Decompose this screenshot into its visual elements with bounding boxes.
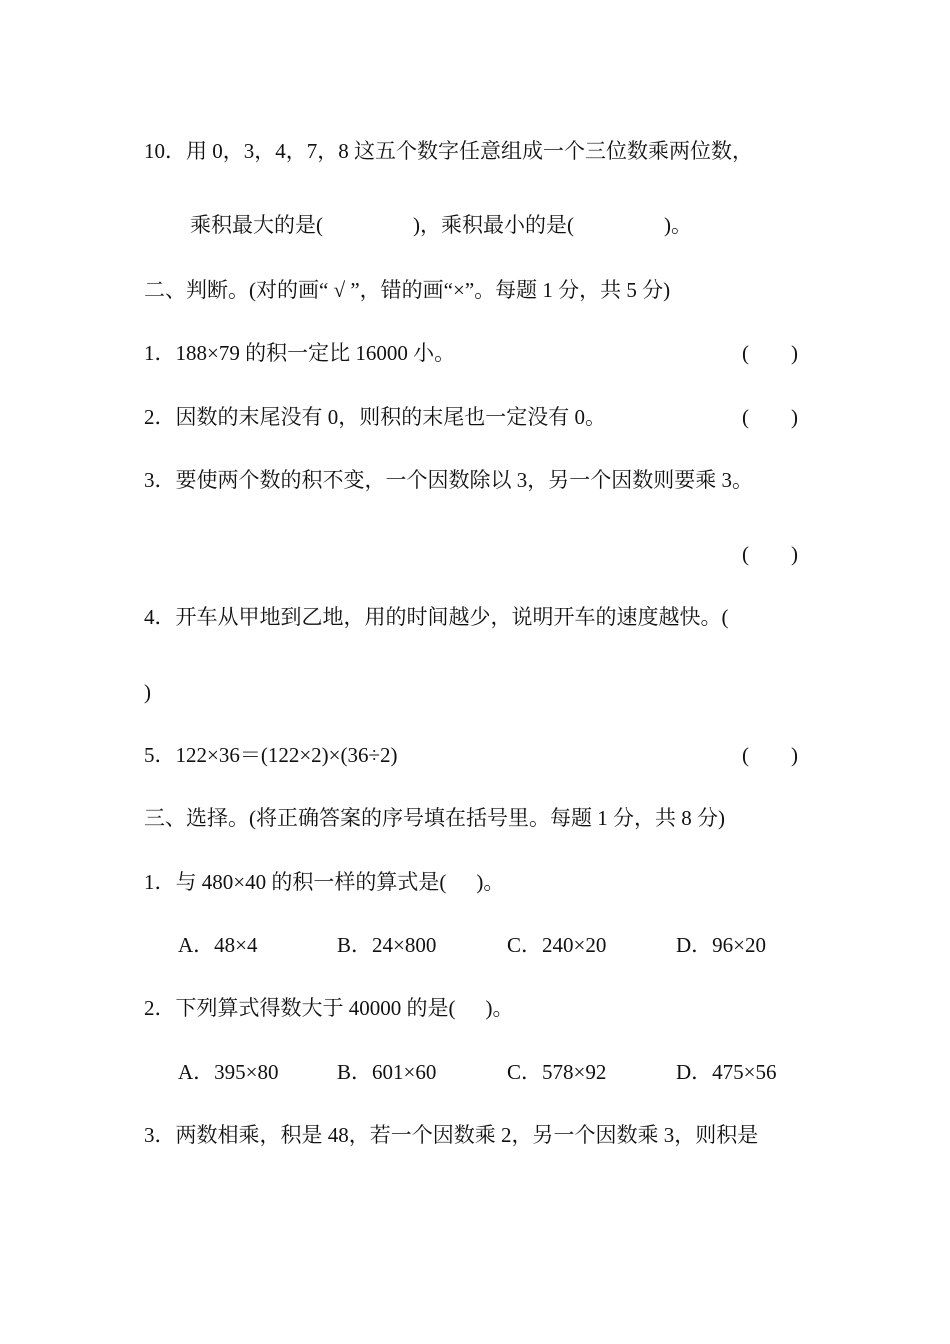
judge-item-2-answer[interactable]: ( ) <box>742 405 798 429</box>
section-3-heading: 三、选择。(将正确答案的序号填在括号里。每题 1 分，共 8 分) <box>144 806 725 830</box>
choice-q2-stem-text: 2．下列算式得数大于 40000 的是( <box>144 996 456 1020</box>
choice-q1-option-c[interactable]: C．240×20 <box>507 933 607 957</box>
choice-q1-stem <box>144 869 504 895</box>
judge-item-5: 5．122×36＝(122×2)×(36÷2) <box>144 743 398 767</box>
choice-q1-stem-text: 1．与 480×40 的积一样的算式是( <box>144 870 447 894</box>
answer-min-label: )，乘积最小的是( <box>413 213 574 237</box>
choice-q2-option-c[interactable]: C．578×92 <box>507 1060 607 1084</box>
choice-q1-option-b[interactable]: B．24×800 <box>337 933 437 957</box>
judge-item-3: 3．要使两个数的积不变，一个因数除以 3，另一个因数则要乘 3。 <box>144 468 753 492</box>
choice-q2-stem-end: )。 <box>485 996 514 1020</box>
judge-item-5-answer[interactable]: ( ) <box>742 743 798 767</box>
question-10-line-1: 10．用 0，3，4，7，8 这五个数字任意组成一个三位数乘两位数， <box>144 139 753 163</box>
question-10-line-2 <box>190 212 692 238</box>
choice-q3-stem: 3．两数相乘，积是 48，若一个因数乘 2，另一个因数乘 3，则积是 <box>144 1123 759 1147</box>
judge-item-1: 1．188×79 的积一定比 16000 小。 <box>144 341 456 365</box>
choice-q2-option-b[interactable]: B．601×60 <box>337 1060 437 1084</box>
choice-q1-option-a[interactable]: A．48×4 <box>178 933 258 957</box>
choice-q2-option-a[interactable]: A．395×80 <box>178 1060 279 1084</box>
answer-end: )。 <box>664 213 692 237</box>
judge-item-1-answer[interactable]: ( ) <box>742 341 798 365</box>
judge-item-4: 4．开车从甲地到乙地，用的时间越少，说明开车的速度越快。( <box>144 605 729 629</box>
judge-item-4-answer[interactable]: ) <box>144 680 151 704</box>
choice-q1-stem-end: )。 <box>476 870 505 894</box>
judge-item-2: 2．因数的末尾没有 0，则积的末尾也一定没有 0。 <box>144 405 606 429</box>
choice-q2-stem <box>144 995 514 1021</box>
judge-item-3-answer[interactable]: ( ) <box>742 542 798 566</box>
choice-q2-option-d[interactable]: D．475×56 <box>676 1060 777 1084</box>
section-2-heading: 二、判断。(对的画“ √ ”，错的画“×”。每题 1 分，共 5 分) <box>144 278 671 302</box>
choice-q1-option-d[interactable]: D．96×20 <box>676 933 767 957</box>
answer-max-label: 乘积最大的是( <box>190 213 323 237</box>
